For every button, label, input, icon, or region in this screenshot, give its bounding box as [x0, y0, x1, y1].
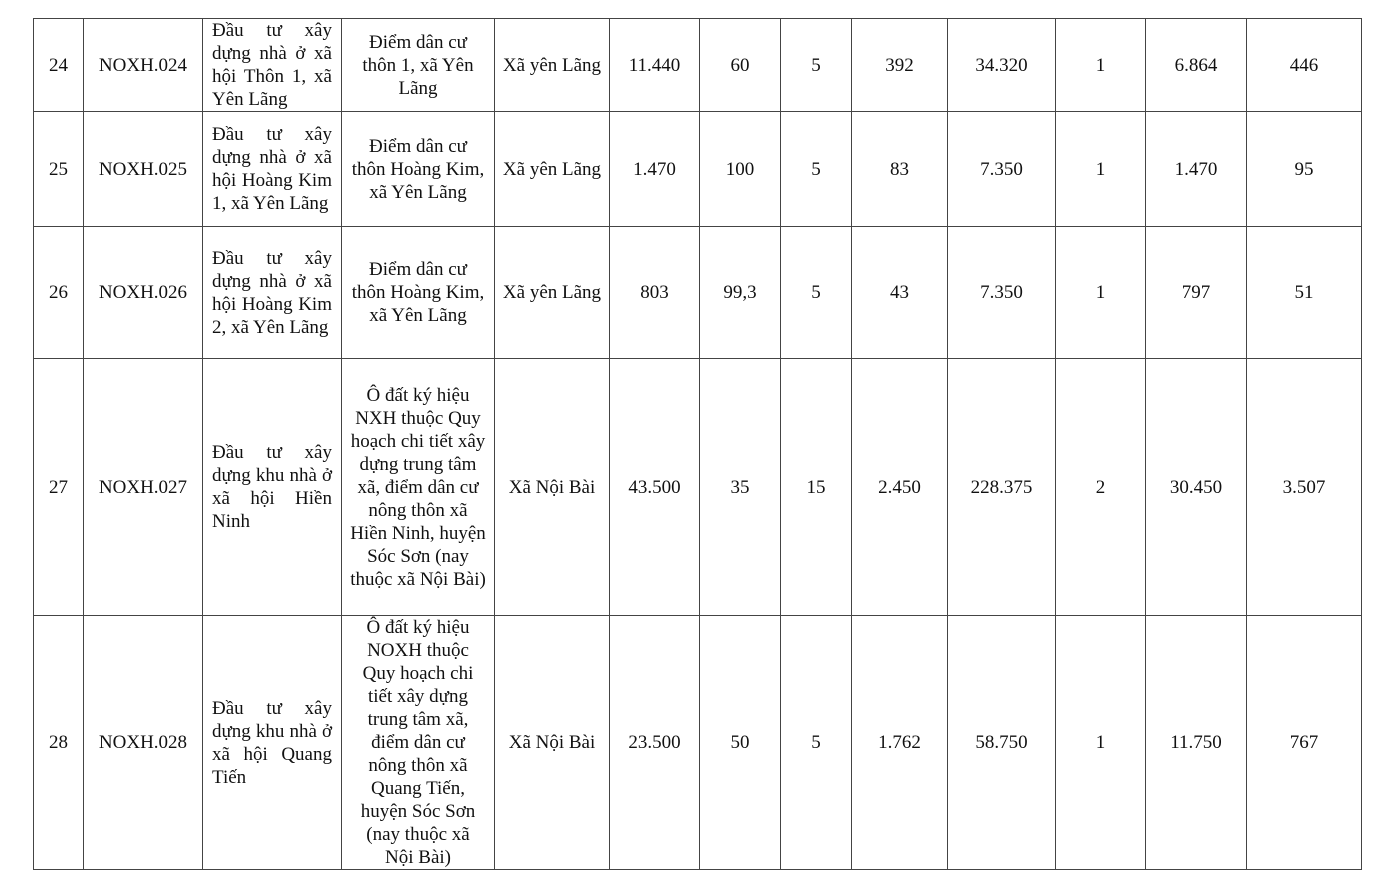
project-name: Đầu tư xây dựng nhà ở xã hội Thôn 1, xã Yên Lãng: [203, 19, 342, 112]
table-row: [34, 112, 1362, 227]
cell-col9: 34.320: [948, 19, 1056, 112]
cell-col6: 50: [700, 616, 781, 870]
project-name: Đầu tư xây dựng khu nhà ở xã hội Quang Tiến: [203, 616, 342, 870]
cell-col12: 51: [1247, 227, 1362, 359]
cell-col11: 11.750: [1146, 616, 1247, 870]
cell-col5: 803: [610, 227, 700, 359]
row-number: 27: [34, 359, 84, 616]
table-row: [34, 359, 1362, 616]
project-code: NOXH.025: [84, 112, 203, 227]
commune: Xã yên Lãng: [495, 227, 610, 359]
cell-col7: 5: [781, 112, 852, 227]
cell-col10: 1: [1056, 112, 1146, 227]
cell-col11: 797: [1146, 227, 1247, 359]
project-location: Điểm dân cư thôn Hoàng Kim, xã Yên Lãng: [342, 112, 495, 227]
cell-col7: 5: [781, 616, 852, 870]
cell-col5: 11.440: [610, 19, 700, 112]
cell-col6: 60: [700, 19, 781, 112]
cell-col11: 6.864: [1146, 19, 1247, 112]
project-location: Điểm dân cư thôn Hoàng Kim, xã Yên Lãng: [342, 227, 495, 359]
cell-col9: 7.350: [948, 227, 1056, 359]
project-location: Điểm dân cư thôn 1, xã Yên Lãng: [342, 19, 495, 112]
cell-col12: 95: [1247, 112, 1362, 227]
project-code: NOXH.027: [84, 359, 203, 616]
cell-col5: 1.470: [610, 112, 700, 227]
cell-col10: 1: [1056, 616, 1146, 870]
cell-col7: 5: [781, 227, 852, 359]
cell-col6: 35: [700, 359, 781, 616]
cell-col10: 1: [1056, 19, 1146, 112]
cell-col5: 43.500: [610, 359, 700, 616]
cell-col12: 446: [1247, 19, 1362, 112]
row-number: 25: [34, 112, 84, 227]
row-number: 26: [34, 227, 84, 359]
project-name: Đầu tư xây dựng khu nhà ở xã hội Hiền Ninh: [203, 359, 342, 616]
cell-col7: 5: [781, 19, 852, 112]
row-number: 28: [34, 616, 84, 870]
cell-col6: 99,3: [700, 227, 781, 359]
cell-col11: 1.470: [1146, 112, 1247, 227]
cell-col8: 83: [852, 112, 948, 227]
cell-col12: 767: [1247, 616, 1362, 870]
commune: Xã yên Lãng: [495, 112, 610, 227]
commune: Xã Nội Bài: [495, 359, 610, 616]
cell-col11: 30.450: [1146, 359, 1247, 616]
cell-col8: 43: [852, 227, 948, 359]
cell-col12: 3.507: [1247, 359, 1362, 616]
project-code: NOXH.028: [84, 616, 203, 870]
table-row: [34, 616, 1362, 870]
commune: Xã Nội Bài: [495, 616, 610, 870]
project-location: Ô đất ký hiệu NXH thuộc Quy hoạch chi tiết xây dựng trung tâm xã, điểm dân cư nông thôn xã Hiền Ninh, huyện Sóc Sơn (nay thuộc xã Nội Bài): [342, 359, 495, 616]
cell-col8: 2.450: [852, 359, 948, 616]
cell-col9: 228.375: [948, 359, 1056, 616]
project-code: NOXH.024: [84, 19, 203, 112]
project-location: Ô đất ký hiệu NOXH thuộc Quy hoạch chi tiết xây dựng trung tâm xã, điểm dân cư nông thôn xã Quang Tiến, huyện Sóc Sơn (nay thuộc xã Nội Bài): [342, 616, 495, 870]
cell-col9: 58.750: [948, 616, 1056, 870]
cell-col10: 2: [1056, 359, 1146, 616]
table-row: [34, 19, 1362, 112]
project-name: Đầu tư xây dựng nhà ở xã hội Hoàng Kim 2, xã Yên Lãng: [203, 227, 342, 359]
cell-col8: 1.762: [852, 616, 948, 870]
project-name: Đầu tư xây dựng nhà ở xã hội Hoàng Kim 1, xã Yên Lãng: [203, 112, 342, 227]
cell-col6: 100: [700, 112, 781, 227]
cell-col5: 23.500: [610, 616, 700, 870]
table-row: [34, 227, 1362, 359]
cell-col9: 7.350: [948, 112, 1056, 227]
cell-col8: 392: [852, 19, 948, 112]
project-code: NOXH.026: [84, 227, 203, 359]
commune: Xã yên Lãng: [495, 19, 610, 112]
cell-col10: 1: [1056, 227, 1146, 359]
cell-col7: 15: [781, 359, 852, 616]
row-number: 24: [34, 19, 84, 112]
housing-projects-table: [33, 18, 1362, 870]
